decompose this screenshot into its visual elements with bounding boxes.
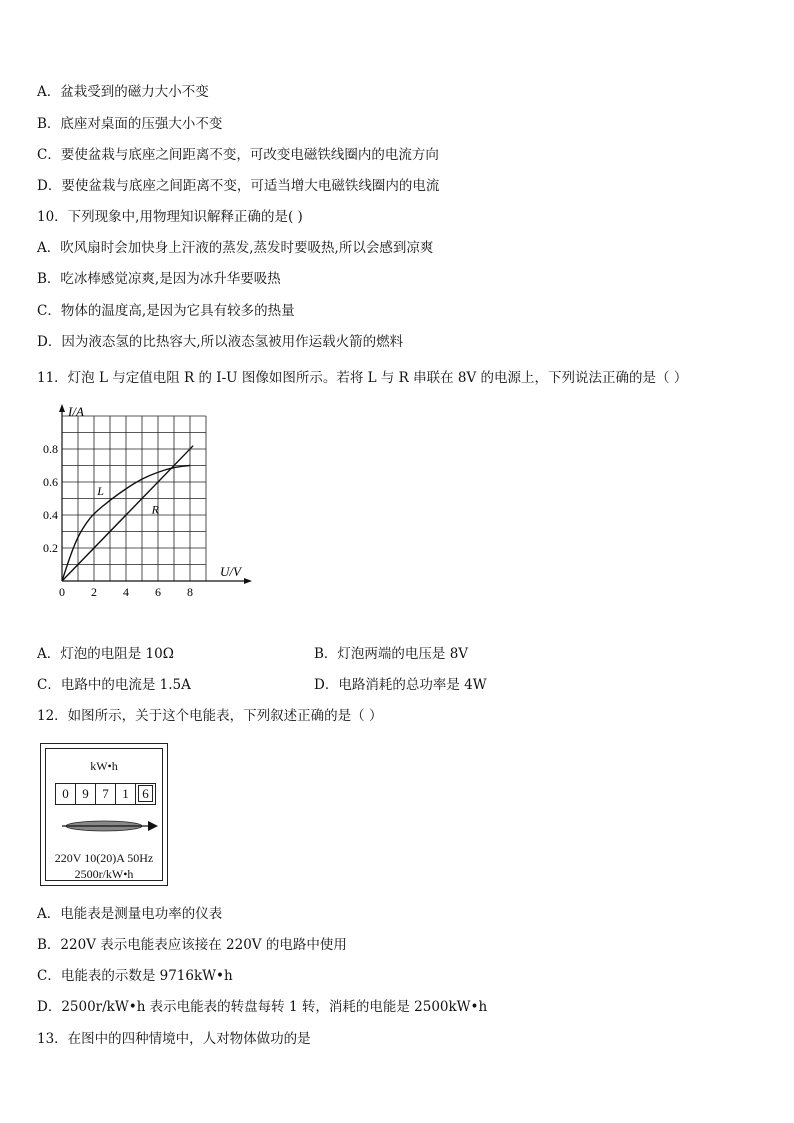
y-tick-label: 0.8 [43,442,58,456]
q10-option-c: C．物体的温度高,是因为它具有较多的热量 [37,303,295,319]
meter-disc-icon [60,817,160,835]
q12-option-a: A．电能表是测量电功率的仪表 [37,906,223,922]
meter-digit-display [55,783,156,805]
meter-digit: 1 [116,784,136,804]
q11-option-c: C．电路中的电流是 1.5A [37,677,191,693]
q12-stem: 12．如图所示，关于这个电能表，下列叙述正确的是（ ） [37,708,383,724]
series-L-label: L [97,484,104,499]
meter-decimal-digit: 6 [136,784,155,804]
q9-option-b: B．底座对桌面的压强大小不变 [37,116,223,132]
meter-digit: 9 [76,784,96,804]
x-axis-label: U/V [220,564,241,579]
q10-option-b: B．吃冰棒感觉凉爽,是因为冰升华要吸热 [37,271,281,287]
q10-option-d: D．因为液态氢的比热容大,所以液态氢被用作运载火箭的燃料 [37,334,404,350]
energy-meter-figure [40,743,168,886]
q11-option-d: D．电路消耗的总功率是 4W [314,677,487,693]
chart-axes [59,404,252,584]
x-tick-label: 6 [155,585,161,599]
q12-option-d: D．2500r/kW•h 表示电能表的转盘每转 1 转，消耗的电能是 2500kW•h [37,999,488,1015]
meter-digit: 7 [96,784,116,804]
q9-option-c: C．要使盆栽与底座之间距离不变，可改变电磁铁线圈内的电流方向 [37,147,439,163]
q9-option-d: D．要使盆栽与底座之间距离不变，可适当增大电磁铁线圈内的电流 [37,178,440,194]
x-tick-label: 4 [123,585,129,599]
q10-stem: 10．下列现象中,用物理知识解释正确的是( ) [37,209,303,225]
meter-spec-line1: 220V 10(20)A 50Hz [54,851,154,865]
meter-digit: 0 [56,784,76,804]
q11-option-a: A．灯泡的电阻是 10Ω [37,646,174,662]
series-R-label: R [151,502,159,517]
meter-unit-label: kW•h [90,759,118,773]
iu-graph [38,400,253,600]
q13-stem: 13．在图中的四种情境中，人对物体做功的是 [37,1031,311,1047]
q10-option-a: A．吹风扇时会加快身上汗液的蒸发,蒸发时要吸热,所以会感到凉爽 [37,240,434,256]
y-axis-label: I/A [68,404,84,419]
x-tick-label: 2 [91,585,97,599]
y-tick-label: 0.2 [43,541,58,555]
x-tick-label: 0 [59,585,65,599]
q12-option-b: B．220V 表示电能表应该接在 220V 的电路中使用 [37,937,347,953]
chart-grid [62,416,206,581]
y-tick-label: 0.4 [43,508,58,522]
q11-stem: 11．灯泡 L 与定值电阻 R 的 I-U 图像如图所示。若将 L 与 R 串联在 8V 的电源上，下列说法正确的是（ ） [37,370,688,386]
meter-spec-line2: 2500r/kW•h [74,867,134,881]
x-tick-label: 8 [187,585,193,599]
y-tick-label: 0.6 [43,475,58,489]
q12-option-c: C．电能表的示数是 9716kW•h [37,968,233,984]
series-R-line [62,446,193,581]
q11-option-b: B．灯泡两端的电压是 8V [314,646,469,662]
q9-option-a: A．盆栽受到的磁力大小不变 [37,84,209,100]
